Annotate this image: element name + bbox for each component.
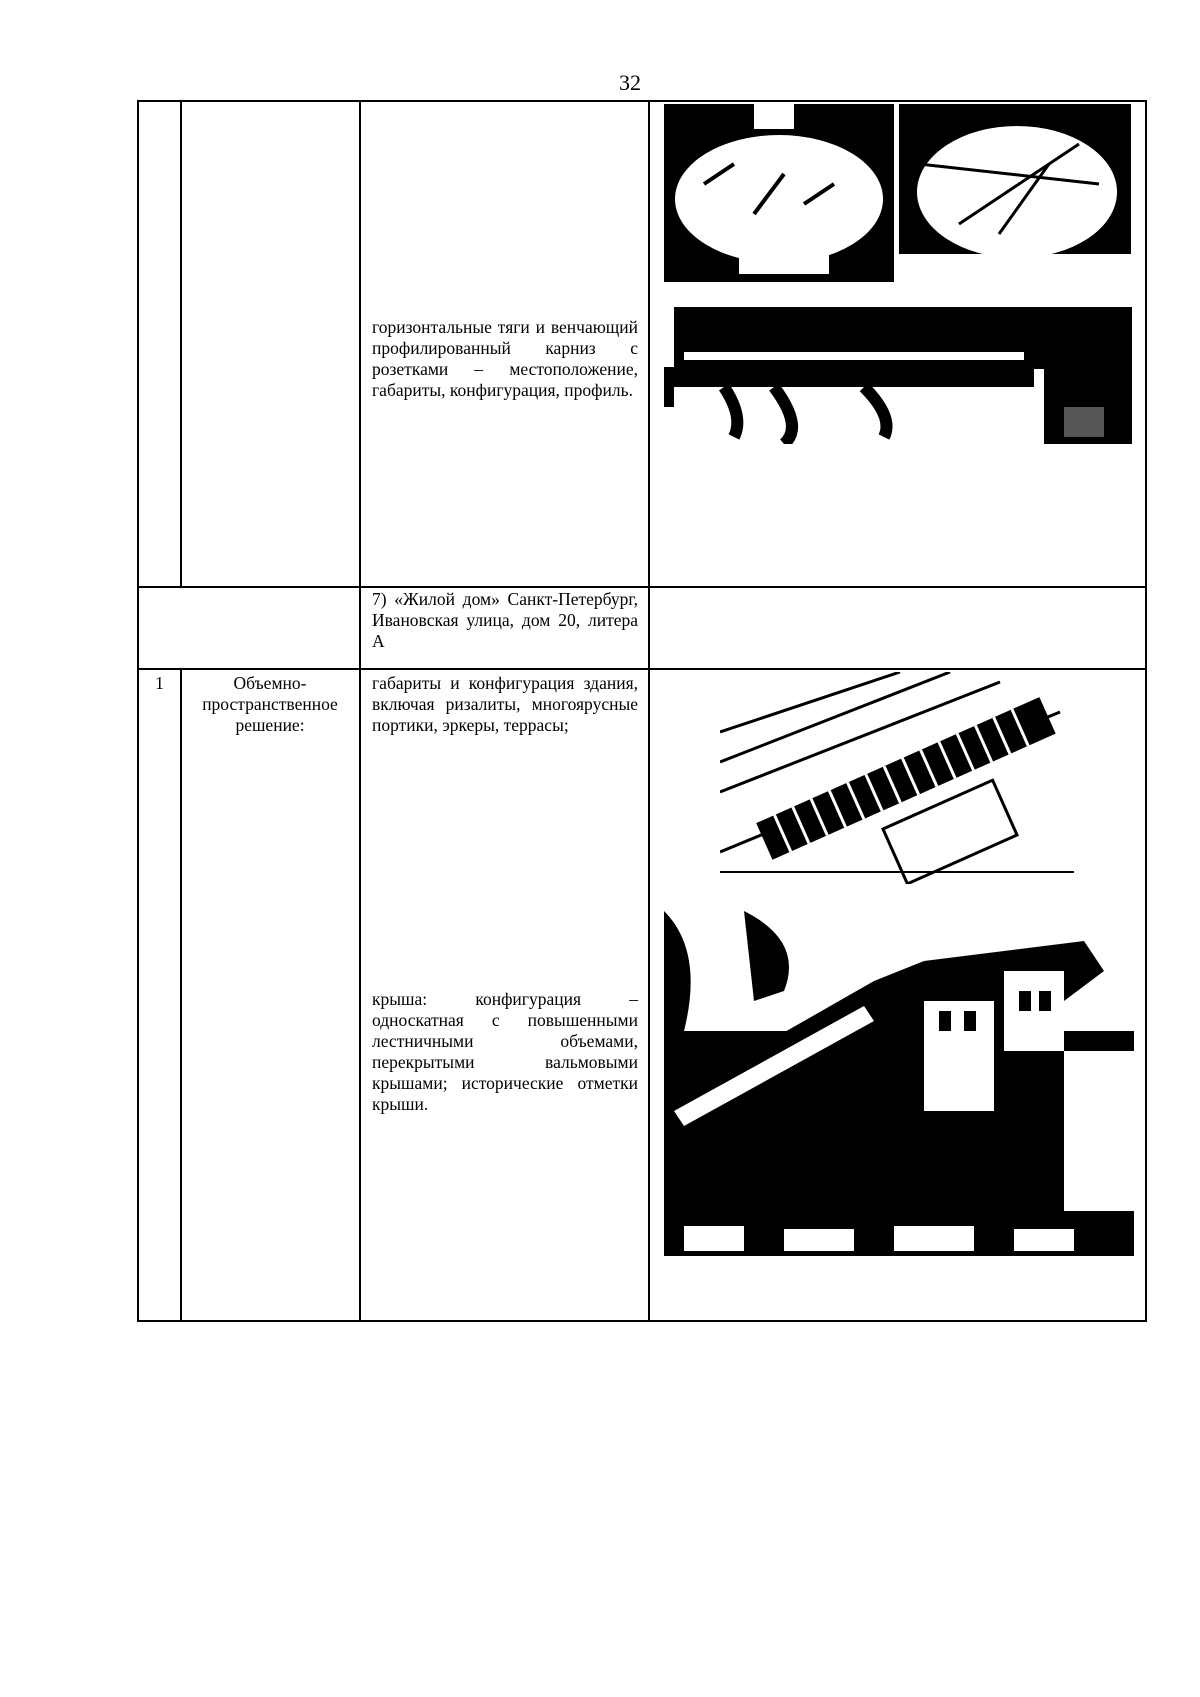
table-border-bottom xyxy=(137,1320,1147,1322)
column-divider xyxy=(648,668,650,1322)
column-divider xyxy=(359,668,361,1322)
table-border-top xyxy=(137,100,1147,102)
column-divider xyxy=(648,100,650,588)
page-number: 32 xyxy=(619,70,641,95)
row-number: 1 xyxy=(155,673,164,693)
rosette-photo-right xyxy=(899,104,1131,282)
column-divider xyxy=(180,668,182,1322)
column-divider xyxy=(180,100,182,588)
table-row-divider xyxy=(137,586,1147,588)
column-divider xyxy=(359,100,361,588)
table-row-divider xyxy=(137,668,1147,670)
table-border-right xyxy=(1145,100,1147,1322)
cornice-photo xyxy=(664,307,1132,444)
building-photo xyxy=(664,911,1134,1256)
site-plan-map xyxy=(720,672,1074,884)
column-divider xyxy=(359,586,361,670)
table-border-left xyxy=(137,100,139,1322)
cornice-description: горизонтальные тяги и венчающий профилированный карниз с розетками – местоположение, габариты, конфигурация, профиль. xyxy=(372,317,638,400)
column-divider xyxy=(648,586,650,670)
volume-description: габариты и конфигурация здания, включая ризалиты, многоярусные портики, эркеры, террасы; xyxy=(372,673,638,735)
roof-description: крыша: конфигурация – односкатная с повышенными лестничными объемами, перекрытыми вальмовыми крышами; исторические отметки крыши. xyxy=(372,989,638,1114)
rosette-photo-left xyxy=(664,104,894,282)
object-caption: 7) «Жилой дом» Санкт-Петербург, Ивановская улица, дом 20, литера А xyxy=(372,589,638,651)
row-category: Объемно-пространственное решение: xyxy=(202,673,338,735)
